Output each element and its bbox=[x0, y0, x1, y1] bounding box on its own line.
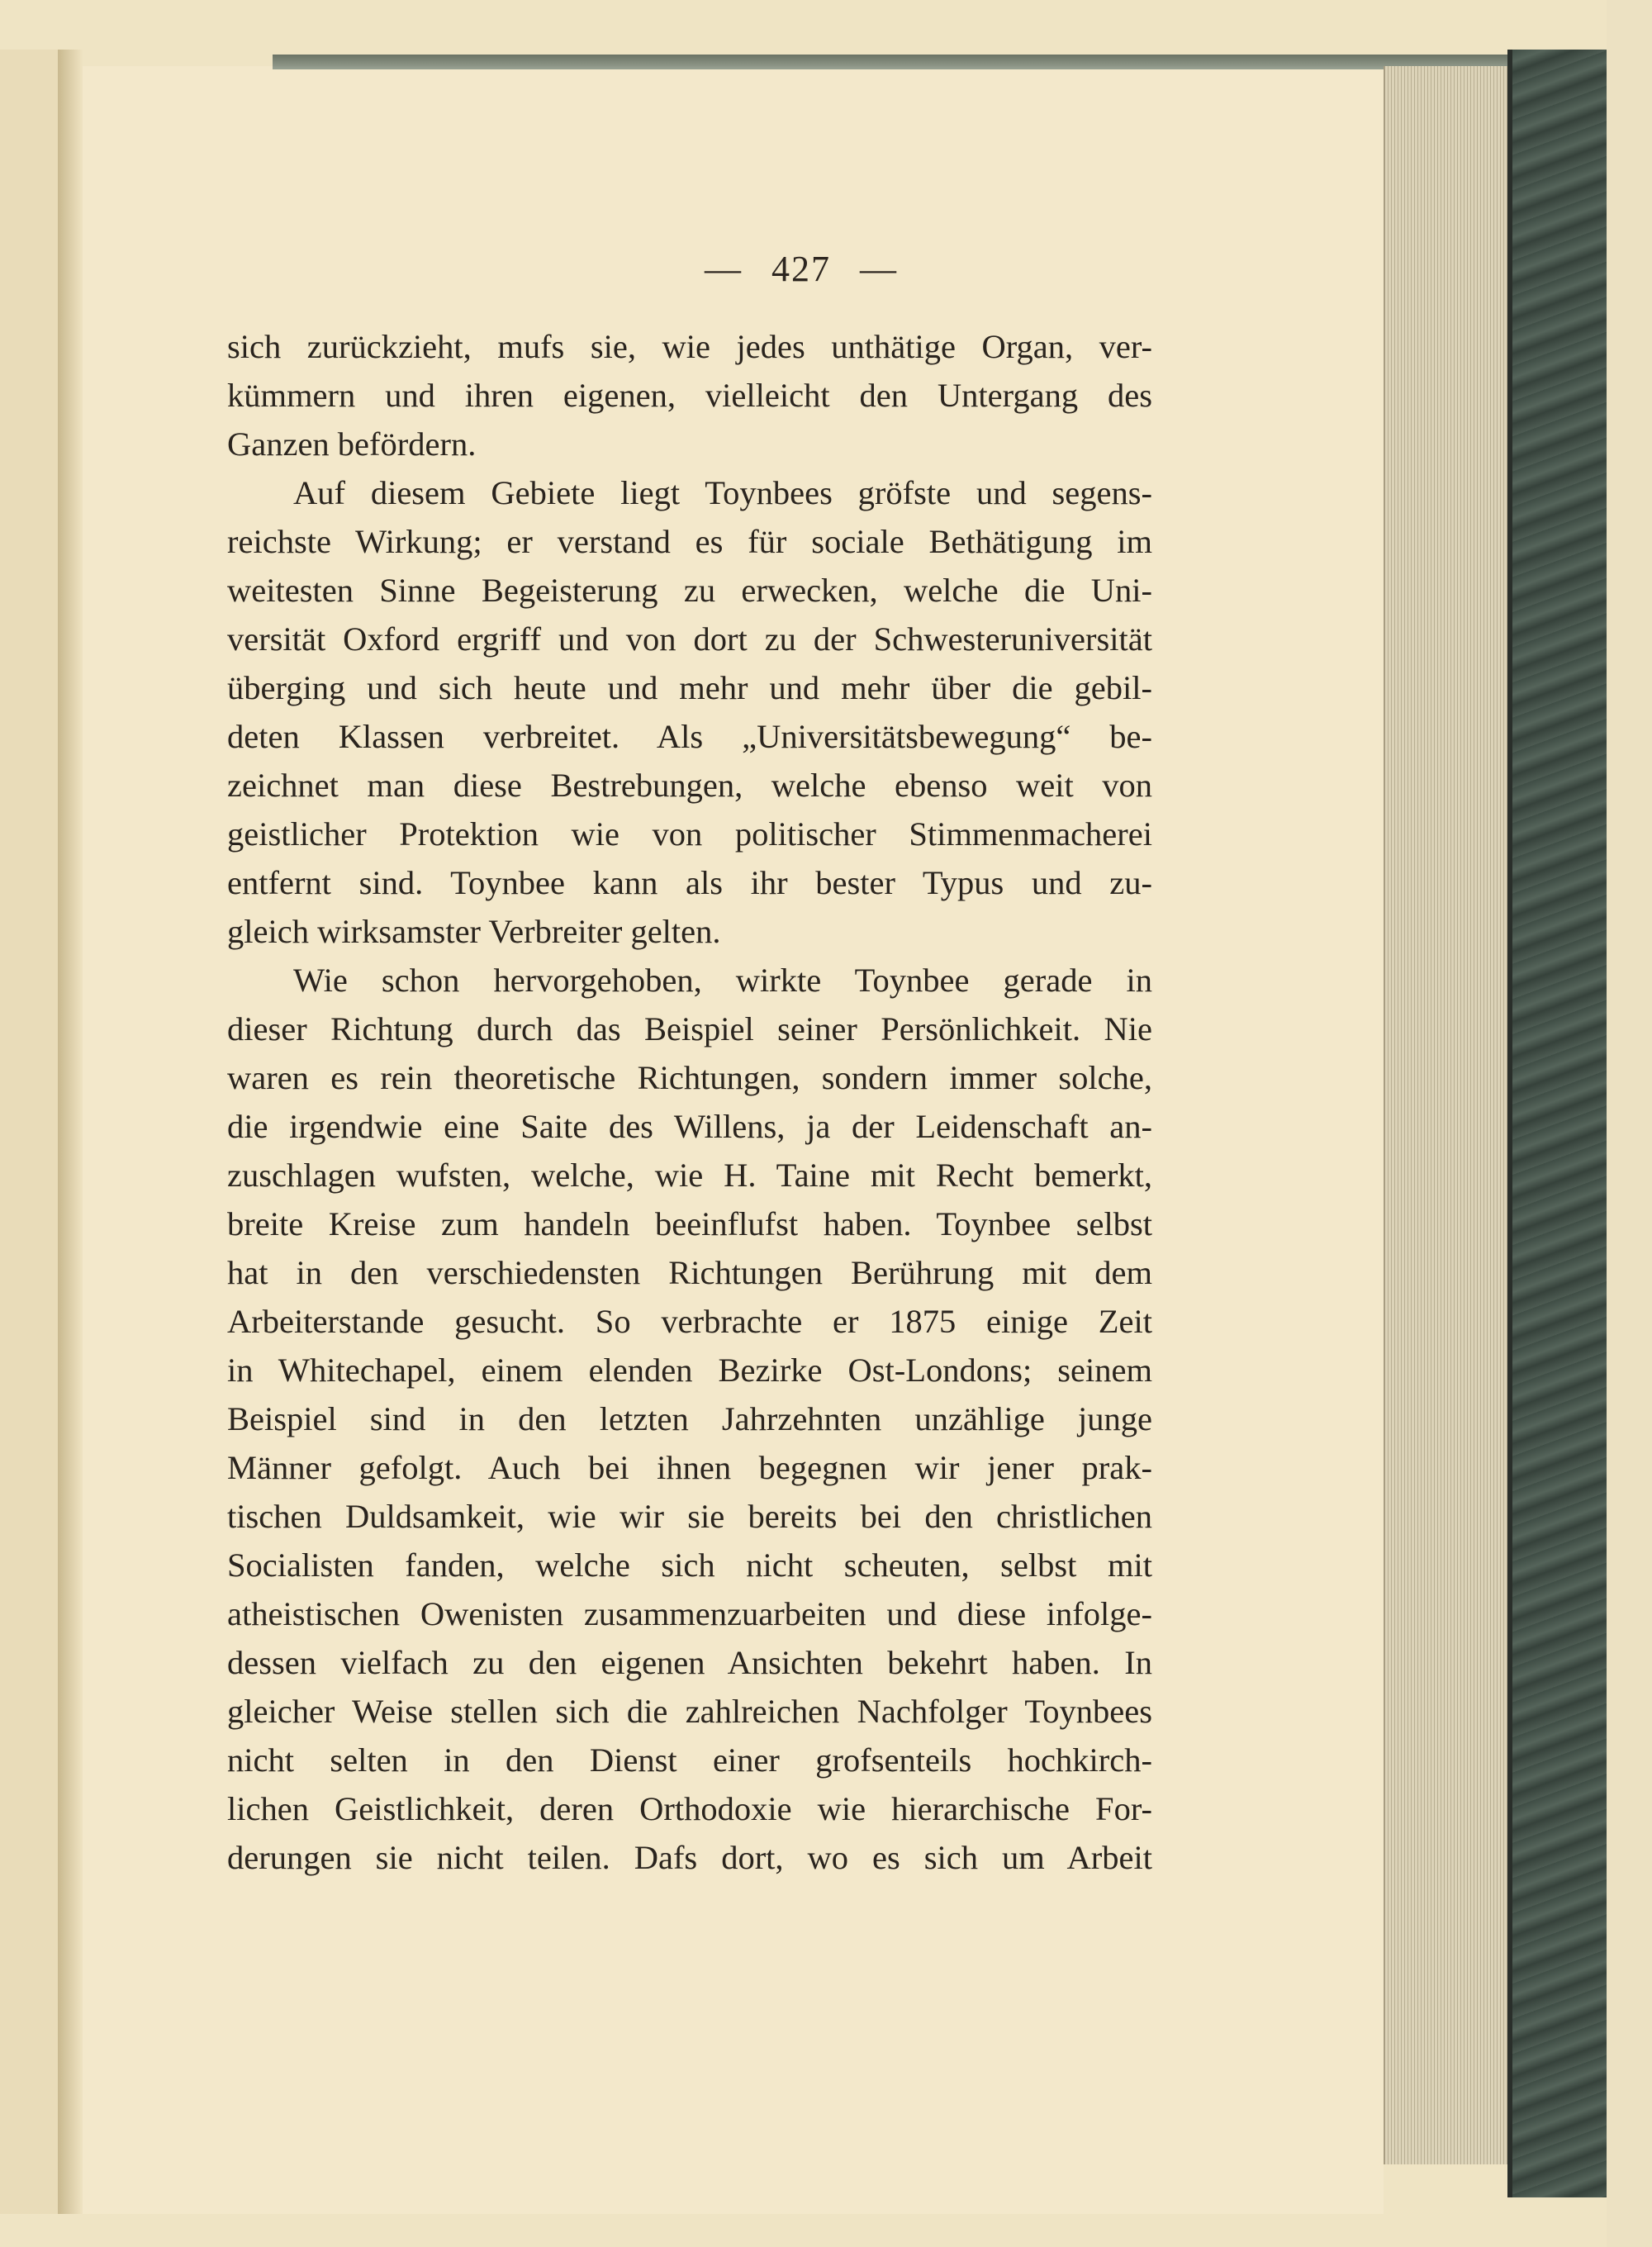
body-text bbox=[227, 322, 1152, 1882]
text-line: zeichnet man diese Bestrebungen, welche ebenso weit von bbox=[227, 767, 1152, 804]
text-line: weitesten Sinne Begeisterung zu erwecken, welche die Uni- bbox=[227, 572, 1152, 609]
text-line: entfernt sind. Toynbee kann als ihr bester Typus und zu- bbox=[227, 864, 1152, 901]
text-line: derungen sie nicht teilen. Dafs dort, wo es sich um Arbeit bbox=[227, 1839, 1152, 1876]
text-line: die irgendwie eine Saite des Willens, ja der Leidenschaft an- bbox=[227, 1108, 1152, 1145]
text-line: Ganzen befördern. bbox=[227, 425, 477, 463]
running-head bbox=[0, 248, 1602, 290]
text-line: zuschlagen wufsten, welche, wie H. Taine mit Recht bemerkt, bbox=[227, 1157, 1152, 1194]
paragraph bbox=[227, 956, 1152, 1882]
cover-top-edge bbox=[273, 55, 1507, 69]
text-line: waren es rein theoretische Richtungen, sondern immer solche, bbox=[227, 1059, 1152, 1096]
text-line: Beispiel sind in den letzten Jahrzehnten unzählige junge bbox=[227, 1400, 1152, 1437]
gutter-shadow bbox=[58, 50, 83, 2214]
text-line: dessen vielfach zu den eigenen Ansichten bekehrt haben. In bbox=[227, 1644, 1152, 1681]
text-line: Wie schon hervorgehoben, wirkte Toynbee gerade in bbox=[293, 962, 1152, 999]
text-line: Auf diesem Gebiete liegt Toynbees gröfste und segens- bbox=[293, 474, 1152, 511]
text-line: gleicher Weise stellen sich die zahlreichen Nachfolger Toynbees bbox=[227, 1693, 1152, 1730]
text-line: dieser Richtung durch das Beispiel seiner Persönlichkeit. Nie bbox=[227, 1010, 1152, 1047]
text-line: Arbeiterstande gesucht. So verbrachte er 1875 einige Zeit bbox=[227, 1303, 1152, 1340]
text-line: Männer gefolgt. Auch bei ihnen begegnen wir jener prak- bbox=[227, 1449, 1152, 1486]
text-line: atheistischen Owenisten zusammenzuarbeiten und diese infolge- bbox=[227, 1595, 1152, 1632]
text-line: reichste Wirkung; er verstand es für sociale Bethätigung im bbox=[227, 523, 1152, 560]
page-number: 427 bbox=[771, 249, 831, 289]
scan-margin bbox=[1607, 0, 1652, 2247]
paragraph bbox=[227, 322, 1152, 468]
previous-page-edge bbox=[0, 50, 59, 2214]
text-line: versität Oxford ergriff und von dort zu der Schwesteruniversität bbox=[227, 620, 1152, 658]
text-line: tischen Duldsamkeit, wie wir sie bereits bei den christlichen bbox=[227, 1498, 1152, 1535]
page-fore-edge bbox=[1384, 66, 1509, 2164]
paragraph bbox=[227, 468, 1152, 956]
text-line: Socialisten fanden, welche sich nicht scheuten, selbst mit bbox=[227, 1546, 1152, 1584]
text-line: sich zurückzieht, mufs sie, wie jedes unthätige Organ, ver- bbox=[227, 328, 1152, 365]
book-cover bbox=[1507, 50, 1612, 2197]
head-dash-left: — bbox=[705, 249, 743, 289]
text-line: in Whitechapel, einem elenden Bezirke Ost-Londons; seinem bbox=[227, 1352, 1152, 1389]
text-line: hat in den verschiedensten Richtungen Berührung mit dem bbox=[227, 1254, 1152, 1291]
text-line: lichen Geistlichkeit, deren Orthodoxie wie hierarchische For- bbox=[227, 1790, 1152, 1827]
text-line: deten Klassen verbreitet. Als „Universitätsbewegung“ be- bbox=[227, 718, 1152, 755]
text-line: kümmern und ihren eigenen, vielleicht den Untergang des bbox=[227, 377, 1152, 414]
text-line: geistlicher Protektion wie von politischer Stimmenmacherei bbox=[227, 815, 1152, 853]
text-line: überging und sich heute und mehr und mehr über die gebil- bbox=[227, 669, 1152, 706]
head-dash-right: — bbox=[860, 249, 898, 289]
text-line: nicht selten in den Dienst einer grofsenteils hochkirch- bbox=[227, 1741, 1152, 1779]
text-line: breite Kreise zum handeln beeinflufst haben. Toynbee selbst bbox=[227, 1205, 1152, 1242]
text-line: gleich wirksamster Verbreiter gelten. bbox=[227, 913, 721, 950]
